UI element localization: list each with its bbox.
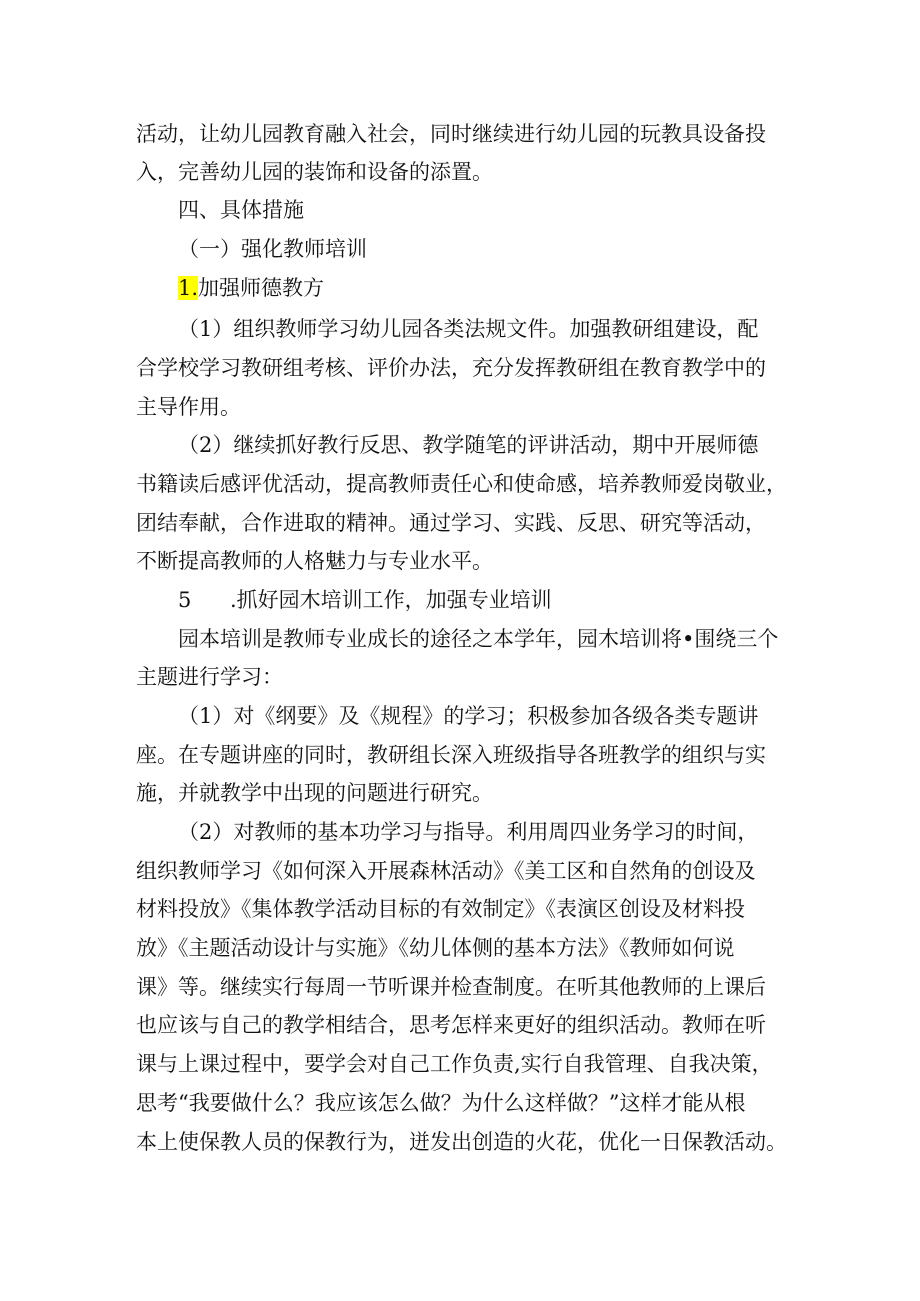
item-number: 5	[178, 588, 192, 612]
item-heading-text: .抓好园木培训工作，加强专业培训	[230, 588, 552, 612]
text-line: 座。在专题讲座的同时，教研组长深入班级指导各班教学的组织与实	[136, 743, 766, 767]
text-line: 入，完善幼儿园的装饰和设备的添置。	[136, 160, 493, 184]
text-line: 不断提高教师的人格魅力与专业水平。	[136, 549, 493, 573]
item-heading	[178, 581, 838, 619]
section-heading: 四、具体措施	[178, 198, 304, 222]
text-line: （2）继续抓好教行反思、教学随笔的评讲活动，期中开展师德	[178, 433, 759, 457]
item-heading	[178, 269, 838, 307]
text-line: 课》等。继续实行每周一节听课并检查制度。在听其他教师的上课后	[136, 975, 766, 999]
text-line: 园本培训是教师专业成长的途径之本学年，园木培训将•围绕三个	[178, 627, 779, 651]
text-line: （1）对《纲要》及《规程》的学习；积极参加各级各类专题讲	[178, 704, 759, 728]
text-line: 合学校学习教研组考核、评价办法，充分发挥教研组在教育教学中的	[136, 356, 766, 380]
text-line: 活动，让幼儿园教育融入社会，同时继续进行幼儿园的玩教具设备投	[136, 122, 766, 146]
text-line: 主导作用。	[136, 395, 241, 419]
text-line: 课与上课过程中，要学会对自己工作负责,实行自我管理、自我决策，	[136, 1052, 773, 1076]
text-line: （2）对教师的基本功学习与指导。利用周四业务学习的时间，	[178, 820, 759, 844]
text-line: 材料投放》《集体教学活动目标的有效制定》《表演区创设及材料投	[136, 897, 745, 921]
text-line: 施，并就教学中出现的问题进行研究。	[136, 781, 493, 805]
text-line: 思考“我要做什么？我应该怎么做？为什么这样做？”这样才能从根	[136, 1091, 746, 1115]
text-line: 放》《主题活动设计与实施》《幼儿体侧的基本方法》《教师如何说	[136, 936, 735, 960]
text-line: 本上使保教人员的保教行为，迸发出创造的火花，优化一日保教活动。	[136, 1130, 787, 1154]
text-line: 组织教师学习《如何深入开展森林活动》《美工区和自然角的创设及	[136, 859, 756, 883]
highlighted-number: 1.	[178, 276, 199, 300]
text-line: （1）组织教师学习幼儿园各类法规文件。加强教研组建设，配	[178, 317, 759, 341]
text-line: 书籍读后感评优活动，提高教师责任心和使命感，培养教师爱岗敬业，	[136, 472, 787, 496]
subsection-heading: （一）强化教师培训	[178, 237, 367, 261]
text-line: 也应该与自己的教学相结合，思考怎样来更好的组织活动。教师在听	[136, 1013, 766, 1037]
text-line: 主题进行学习：	[136, 665, 283, 689]
text-line: 团结奉献，合作进取的精神。通过学习、实践、反思、研究等活动，	[136, 511, 766, 535]
item-heading-text: 加强师德教方	[198, 276, 325, 300]
